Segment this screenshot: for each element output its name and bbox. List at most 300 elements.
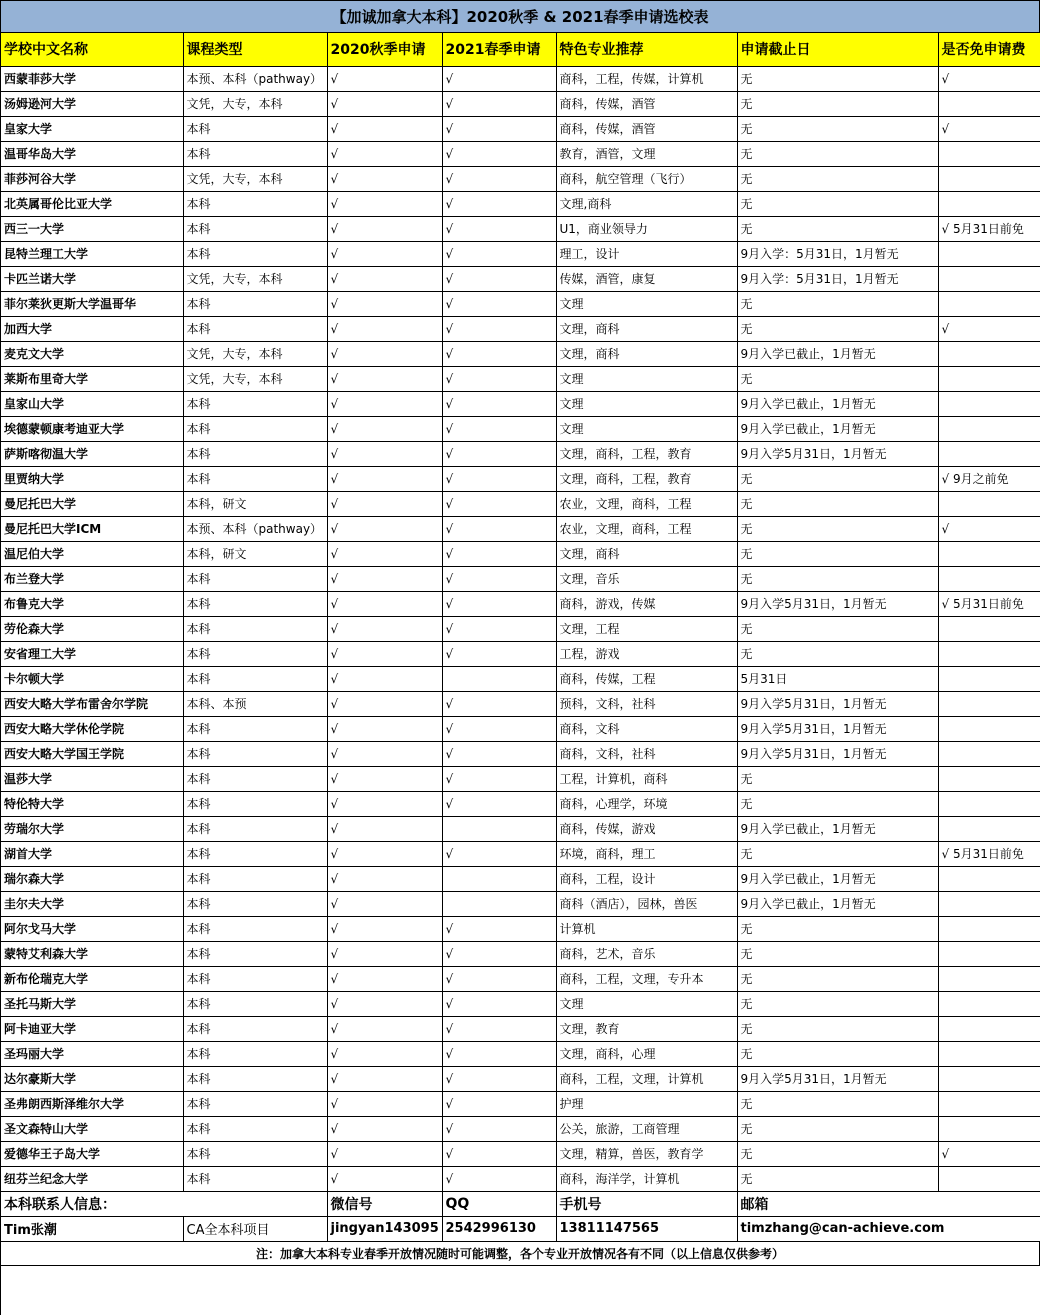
cell-featured-majors: 文理，商科，工程，教育 — [556, 466, 737, 491]
table-row — [1, 841, 1040, 866]
table-row — [1, 1116, 1040, 1141]
cell-spring-2021: √ — [442, 466, 556, 491]
cell-fall-2020: √ — [327, 216, 442, 241]
cell-deadline: 9月入学5月31日，1月暂无 — [737, 591, 938, 616]
cell-fall-2020: √ — [327, 966, 442, 991]
cell-fall-2020: √ — [327, 141, 442, 166]
cell-school-name: 汤姆逊河大学 — [1, 91, 183, 116]
cell-fee-waiver: √ — [938, 1141, 1040, 1166]
cell-deadline: 无 — [737, 1141, 938, 1166]
table-row — [1, 891, 1040, 916]
table-row — [1, 866, 1040, 891]
cell-fall-2020: √ — [327, 491, 442, 516]
table-row — [1, 291, 1040, 316]
school-table — [1, 33, 1040, 1242]
cell-fee-waiver — [938, 891, 1040, 916]
cell-spring-2021: √ — [442, 566, 556, 591]
cell-course-type: 本科 — [183, 866, 327, 891]
cell-featured-majors: 传媒，酒管，康复 — [556, 266, 737, 291]
cell-fall-2020: √ — [327, 366, 442, 391]
cell-spring-2021: √ — [442, 1116, 556, 1141]
table-row — [1, 541, 1040, 566]
cell-school-name: 温尼伯大学 — [1, 541, 183, 566]
contact-label-row — [1, 1191, 1040, 1216]
cell-fee-waiver — [938, 141, 1040, 166]
cell-fee-waiver — [938, 1066, 1040, 1091]
cell-fee-waiver — [938, 1116, 1040, 1141]
cell-fee-waiver — [938, 391, 1040, 416]
cell-featured-majors: 计算机 — [556, 916, 737, 941]
cell-featured-majors: 公关，旅游，工商管理 — [556, 1116, 737, 1141]
phone-value[interactable]: 13811147565 — [556, 1216, 737, 1241]
cell-deadline: 无 — [737, 641, 938, 666]
cell-spring-2021: √ — [442, 191, 556, 216]
cell-featured-majors: 商科，传媒，游戏 — [556, 816, 737, 841]
cell-course-type: 文凭，大专，本科 — [183, 91, 327, 116]
cell-deadline: 无 — [737, 216, 938, 241]
cell-school-name: 蒙特艾利森大学 — [1, 941, 183, 966]
cell-course-type: 本科 — [183, 141, 327, 166]
cell-course-type: 本科 — [183, 766, 327, 791]
cell-deadline: 无 — [737, 841, 938, 866]
cell-deadline: 9月入学5月31日，1月暂无 — [737, 441, 938, 466]
cell-school-name: 曼尼托巴大学 — [1, 491, 183, 516]
cell-spring-2021 — [442, 816, 556, 841]
cell-fee-waiver — [938, 966, 1040, 991]
cell-deadline: 9月入学已截止，1月暂无 — [737, 341, 938, 366]
cell-fee-waiver — [938, 616, 1040, 641]
cell-fee-waiver — [938, 366, 1040, 391]
cell-fee-waiver: √ — [938, 516, 1040, 541]
cell-featured-majors: 文理，精算，兽医，教育学 — [556, 1141, 737, 1166]
cell-fall-2020: √ — [327, 866, 442, 891]
cell-course-type: 本科 — [183, 616, 327, 641]
cell-fee-waiver — [938, 491, 1040, 516]
contact-project: CA全本科项目 — [183, 1216, 327, 1241]
cell-fee-waiver — [938, 766, 1040, 791]
table-row — [1, 566, 1040, 591]
table-row — [1, 166, 1040, 191]
cell-course-type: 本科 — [183, 316, 327, 341]
cell-fee-waiver — [938, 916, 1040, 941]
cell-deadline: 9月入学：5月31日，1月暂无 — [737, 266, 938, 291]
cell-spring-2021: √ — [442, 916, 556, 941]
cell-featured-majors: 商科，游戏，传媒 — [556, 591, 737, 616]
cell-spring-2021: √ — [442, 216, 556, 241]
cell-featured-majors: U1，商业领导力 — [556, 216, 737, 241]
cell-school-name: 昆特兰理工大学 — [1, 241, 183, 266]
cell-fall-2020: √ — [327, 841, 442, 866]
table-row — [1, 141, 1040, 166]
cell-fall-2020: √ — [327, 391, 442, 416]
cell-fall-2020: √ — [327, 191, 442, 216]
cell-spring-2021: √ — [442, 991, 556, 1016]
cell-deadline: 无 — [737, 66, 938, 91]
cell-fall-2020: √ — [327, 891, 442, 916]
cell-course-type: 本科 — [183, 816, 327, 841]
cell-spring-2021: √ — [442, 266, 556, 291]
cell-deadline: 无 — [737, 1016, 938, 1041]
cell-course-type: 本科 — [183, 791, 327, 816]
cell-deadline: 9月入学已截止，1月暂无 — [737, 391, 938, 416]
cell-school-name: 北英属哥伦比亚大学 — [1, 191, 183, 216]
cell-featured-majors: 农业，文理，商科，工程 — [556, 516, 737, 541]
cell-fall-2020: √ — [327, 741, 442, 766]
cell-deadline: 无 — [737, 1166, 938, 1191]
cell-spring-2021: √ — [442, 141, 556, 166]
cell-fee-waiver — [938, 991, 1040, 1016]
cell-fall-2020: √ — [327, 466, 442, 491]
cell-spring-2021: √ — [442, 641, 556, 666]
cell-featured-majors: 商科，海洋学，计算机 — [556, 1166, 737, 1191]
table-row — [1, 191, 1040, 216]
cell-featured-majors: 商科，传媒，酒管 — [556, 116, 737, 141]
cell-fall-2020: √ — [327, 316, 442, 341]
cell-school-name: 曼尼托巴大学ICM — [1, 516, 183, 541]
cell-course-type: 本科 — [183, 741, 327, 766]
cell-course-type: 本科 — [183, 191, 327, 216]
cell-fall-2020: √ — [327, 166, 442, 191]
cell-course-type: 文凭，大专，本科 — [183, 366, 327, 391]
cell-fee-waiver — [938, 641, 1040, 666]
cell-fee-waiver: √ 5月31日前免 — [938, 591, 1040, 616]
cell-deadline: 无 — [737, 116, 938, 141]
cell-spring-2021: √ — [442, 491, 556, 516]
cell-fall-2020: √ — [327, 441, 442, 466]
cell-fall-2020: √ — [327, 1166, 442, 1191]
cell-fee-waiver — [938, 266, 1040, 291]
email-value[interactable]: timzhang@can-achieve.com — [737, 1216, 1040, 1241]
cell-fee-waiver — [938, 91, 1040, 116]
cell-spring-2021: √ — [442, 941, 556, 966]
cell-featured-majors: 文理，商科，心理 — [556, 1041, 737, 1066]
cell-fall-2020: √ — [327, 516, 442, 541]
cell-course-type: 本科 — [183, 1141, 327, 1166]
cell-school-name: 阿尔戈马大学 — [1, 916, 183, 941]
cell-deadline: 9月入学5月31日，1月暂无 — [737, 691, 938, 716]
cell-deadline: 无 — [737, 316, 938, 341]
cell-fall-2020: √ — [327, 791, 442, 816]
table-row — [1, 1066, 1040, 1091]
table-row — [1, 941, 1040, 966]
cell-course-type: 本科 — [183, 1116, 327, 1141]
cell-deadline: 无 — [737, 791, 938, 816]
cell-deadline: 9月入学：5月31日，1月暂无 — [737, 241, 938, 266]
cell-featured-majors: 文理 — [556, 291, 737, 316]
cell-deadline: 无 — [737, 141, 938, 166]
table-row — [1, 966, 1040, 991]
cell-fee-waiver — [938, 716, 1040, 741]
cell-school-name: 西蒙菲莎大学 — [1, 66, 183, 91]
cell-school-name: 爱德华王子岛大学 — [1, 1141, 183, 1166]
cell-fee-waiver — [938, 441, 1040, 466]
cell-deadline: 9月入学5月31日，1月暂无 — [737, 1066, 938, 1091]
table-row — [1, 441, 1040, 466]
cell-deadline: 无 — [737, 1091, 938, 1116]
cell-spring-2021: √ — [442, 716, 556, 741]
cell-fall-2020: √ — [327, 116, 442, 141]
table-row — [1, 316, 1040, 341]
cell-spring-2021: √ — [442, 291, 556, 316]
cell-fall-2020: √ — [327, 616, 442, 641]
cell-course-type: 本科 — [183, 641, 327, 666]
table-row — [1, 391, 1040, 416]
cell-deadline: 无 — [737, 91, 938, 116]
cell-school-name: 纽芬兰纪念大学 — [1, 1166, 183, 1191]
cell-spring-2021: √ — [442, 91, 556, 116]
cell-deadline: 无 — [737, 291, 938, 316]
cell-course-type: 本科 — [183, 216, 327, 241]
cell-fee-waiver — [938, 416, 1040, 441]
cell-deadline: 9月入学已截止，1月暂无 — [737, 816, 938, 841]
cell-spring-2021: √ — [442, 1041, 556, 1066]
cell-spring-2021: √ — [442, 441, 556, 466]
cell-spring-2021: √ — [442, 166, 556, 191]
cell-course-type: 本科 — [183, 1066, 327, 1091]
cell-school-name: 布鲁克大学 — [1, 591, 183, 616]
cell-fall-2020: √ — [327, 1041, 442, 1066]
table-row — [1, 816, 1040, 841]
cell-fall-2020: √ — [327, 916, 442, 941]
cell-deadline: 无 — [737, 991, 938, 1016]
cell-course-type: 本预、本科（pathway） — [183, 516, 327, 541]
table-row — [1, 466, 1040, 491]
cell-school-name: 圣文森特山大学 — [1, 1116, 183, 1141]
cell-school-name: 埃德蒙顿康考迪亚大学 — [1, 416, 183, 441]
cell-course-type: 本科，研文 — [183, 491, 327, 516]
table-row — [1, 716, 1040, 741]
cell-spring-2021: √ — [442, 966, 556, 991]
qq-value[interactable]: 2542996130 — [442, 1216, 556, 1241]
cell-deadline: 9月入学已截止，1月暂无 — [737, 891, 938, 916]
cell-school-name: 菲尔莱狄更斯大学温哥华 — [1, 291, 183, 316]
sheet-title: 【加诚加拿大本科】2020秋季 & 2021春季申请选校表 — [1, 1, 1040, 33]
cell-deadline: 无 — [737, 191, 938, 216]
cell-fee-waiver: √ 5月31日前免 — [938, 841, 1040, 866]
cell-featured-majors: 商科，工程，设计 — [556, 866, 737, 891]
cell-school-name: 劳伦森大学 — [1, 616, 183, 641]
cell-fee-waiver — [938, 166, 1040, 191]
cell-fee-waiver — [938, 1091, 1040, 1116]
cell-deadline: 无 — [737, 516, 938, 541]
cell-featured-majors: 商科，传媒，工程 — [556, 666, 737, 691]
header-fee-waiver: 是否免申请费 — [938, 33, 1040, 66]
cell-featured-majors: 文理,商科 — [556, 191, 737, 216]
cell-fee-waiver — [938, 666, 1040, 691]
cell-fall-2020: √ — [327, 1016, 442, 1041]
cell-spring-2021: √ — [442, 841, 556, 866]
cell-course-type: 本科 — [183, 966, 327, 991]
cell-course-type: 本科，研文 — [183, 541, 327, 566]
table-row — [1, 366, 1040, 391]
table-row — [1, 241, 1040, 266]
cell-fee-waiver — [938, 691, 1040, 716]
cell-featured-majors: 文理，教育 — [556, 1016, 737, 1041]
cell-deadline: 无 — [737, 916, 938, 941]
cell-course-type: 本科 — [183, 466, 327, 491]
cell-featured-majors: 文理，商科 — [556, 341, 737, 366]
cell-fall-2020: √ — [327, 816, 442, 841]
cell-fee-waiver: √ 5月31日前免 — [938, 216, 1040, 241]
cell-deadline: 9月入学5月31日，1月暂无 — [737, 716, 938, 741]
cell-featured-majors: 商科，航空管理（飞行） — [556, 166, 737, 191]
cell-fee-waiver — [938, 541, 1040, 566]
cell-course-type: 文凭，大专，本科 — [183, 341, 327, 366]
table-row — [1, 66, 1040, 91]
cell-spring-2021: √ — [442, 691, 556, 716]
cell-fee-waiver — [938, 741, 1040, 766]
table-row — [1, 591, 1040, 616]
cell-fall-2020: √ — [327, 991, 442, 1016]
cell-fall-2020: √ — [327, 641, 442, 666]
cell-deadline: 无 — [737, 491, 938, 516]
table-row — [1, 341, 1040, 366]
cell-fee-waiver — [938, 566, 1040, 591]
cell-featured-majors: 文理，商科，工程，教育 — [556, 441, 737, 466]
cell-featured-majors: 商科，文科 — [556, 716, 737, 741]
cell-fee-waiver — [938, 1041, 1040, 1066]
cell-featured-majors: 文理 — [556, 366, 737, 391]
cell-spring-2021: √ — [442, 616, 556, 641]
cell-deadline: 无 — [737, 541, 938, 566]
cell-deadline: 无 — [737, 366, 938, 391]
cell-fee-waiver — [938, 816, 1040, 841]
table-row — [1, 1141, 1040, 1166]
cell-course-type: 文凭，大专，本科 — [183, 266, 327, 291]
cell-school-name: 里贾纳大学 — [1, 466, 183, 491]
table-row — [1, 216, 1040, 241]
cell-fee-waiver — [938, 941, 1040, 966]
table-row — [1, 991, 1040, 1016]
table-row — [1, 1166, 1040, 1191]
cell-course-type: 本科 — [183, 391, 327, 416]
cell-deadline: 无 — [737, 1041, 938, 1066]
contact-value-row — [1, 1216, 1040, 1241]
cell-spring-2021: √ — [442, 316, 556, 341]
cell-school-name: 西安大略大学休伦学院 — [1, 716, 183, 741]
table-row — [1, 516, 1040, 541]
cell-featured-majors: 文理，音乐 — [556, 566, 737, 591]
cell-featured-majors: 商科，工程，传媒，计算机 — [556, 66, 737, 91]
cell-deadline: 无 — [737, 616, 938, 641]
cell-featured-majors: 理工，设计 — [556, 241, 737, 266]
cell-school-name: 阿卡迪亚大学 — [1, 1016, 183, 1041]
table-row — [1, 766, 1040, 791]
cell-school-name: 西安大略大学布雷舍尔学院 — [1, 691, 183, 716]
cell-deadline: 9月入学已截止，1月暂无 — [737, 866, 938, 891]
cell-school-name: 圣托马斯大学 — [1, 991, 183, 1016]
cell-course-type: 本科、本预 — [183, 691, 327, 716]
cell-deadline: 无 — [737, 966, 938, 991]
header-fall-2020: 2020秋季申请 — [327, 33, 442, 66]
cell-spring-2021: √ — [442, 1166, 556, 1191]
cell-spring-2021: √ — [442, 1091, 556, 1116]
cell-fee-waiver — [938, 1166, 1040, 1191]
cell-course-type: 文凭，大专，本科 — [183, 166, 327, 191]
cell-school-name: 劳瑞尔大学 — [1, 816, 183, 841]
header-deadline: 申请截止日 — [737, 33, 938, 66]
cell-featured-majors: 文理，商科 — [556, 541, 737, 566]
cell-deadline: 9月入学已截止，1月暂无 — [737, 416, 938, 441]
cell-course-type: 本科 — [183, 666, 327, 691]
cell-school-name: 瑞尔森大学 — [1, 866, 183, 891]
cell-fee-waiver: √ — [938, 316, 1040, 341]
table-row — [1, 266, 1040, 291]
cell-deadline: 无 — [737, 766, 938, 791]
cell-fall-2020: √ — [327, 241, 442, 266]
cell-fall-2020: √ — [327, 1066, 442, 1091]
wechat-value[interactable]: jingyan143095 — [327, 1216, 442, 1241]
header-featured-majors: 特色专业推荐 — [556, 33, 737, 66]
cell-fall-2020: √ — [327, 716, 442, 741]
cell-featured-majors: 商科（酒店），园林，兽医 — [556, 891, 737, 916]
cell-deadline: 9月入学5月31日，1月暂无 — [737, 741, 938, 766]
cell-school-name: 安省理工大学 — [1, 641, 183, 666]
cell-fall-2020: √ — [327, 341, 442, 366]
wechat-label: 微信号 — [327, 1191, 442, 1216]
cell-fall-2020: √ — [327, 266, 442, 291]
cell-spring-2021 — [442, 866, 556, 891]
table-row — [1, 491, 1040, 516]
cell-course-type: 本科 — [183, 1091, 327, 1116]
cell-spring-2021: √ — [442, 591, 556, 616]
cell-spring-2021 — [442, 666, 556, 691]
cell-spring-2021: √ — [442, 1066, 556, 1091]
cell-fee-waiver: √ 9月之前免 — [938, 466, 1040, 491]
table-row — [1, 666, 1040, 691]
cell-spring-2021: √ — [442, 766, 556, 791]
table-row — [1, 641, 1040, 666]
cell-deadline: 5月31日 — [737, 666, 938, 691]
cell-course-type: 本科 — [183, 416, 327, 441]
cell-featured-majors: 预科，文科，社科 — [556, 691, 737, 716]
cell-featured-majors: 商科，文科，社科 — [556, 741, 737, 766]
cell-course-type: 本科 — [183, 991, 327, 1016]
cell-school-name: 特伦特大学 — [1, 791, 183, 816]
cell-spring-2021: √ — [442, 391, 556, 416]
cell-course-type: 本科 — [183, 716, 327, 741]
cell-featured-majors: 商科，工程，文理，计算机 — [556, 1066, 737, 1091]
cell-school-name: 麦克文大学 — [1, 341, 183, 366]
cell-school-name: 皇家山大学 — [1, 391, 183, 416]
cell-course-type: 本科 — [183, 566, 327, 591]
cell-school-name: 布兰登大学 — [1, 566, 183, 591]
cell-school-name: 卡匹兰诺大学 — [1, 266, 183, 291]
table-row — [1, 1091, 1040, 1116]
cell-school-name: 湖首大学 — [1, 841, 183, 866]
header-spring-2021: 2021春季申请 — [442, 33, 556, 66]
cell-fall-2020: √ — [327, 941, 442, 966]
header-row — [1, 33, 1040, 66]
cell-fee-waiver — [938, 191, 1040, 216]
cell-deadline: 无 — [737, 1116, 938, 1141]
cell-fee-waiver — [938, 866, 1040, 891]
cell-course-type: 本科 — [183, 1166, 327, 1191]
cell-spring-2021: √ — [442, 241, 556, 266]
cell-featured-majors: 商科，艺术，音乐 — [556, 941, 737, 966]
cell-featured-majors: 商科，心理学，环境 — [556, 791, 737, 816]
cell-featured-majors: 文理，商科 — [556, 316, 737, 341]
cell-spring-2021: √ — [442, 516, 556, 541]
table-row — [1, 741, 1040, 766]
cell-fee-waiver: √ — [938, 116, 1040, 141]
cell-deadline: 无 — [737, 466, 938, 491]
cell-featured-majors: 文理 — [556, 416, 737, 441]
table-row — [1, 1041, 1040, 1066]
cell-featured-majors: 工程，游戏 — [556, 641, 737, 666]
cell-school-name: 菲莎河谷大学 — [1, 166, 183, 191]
cell-school-name: 皇家大学 — [1, 116, 183, 141]
